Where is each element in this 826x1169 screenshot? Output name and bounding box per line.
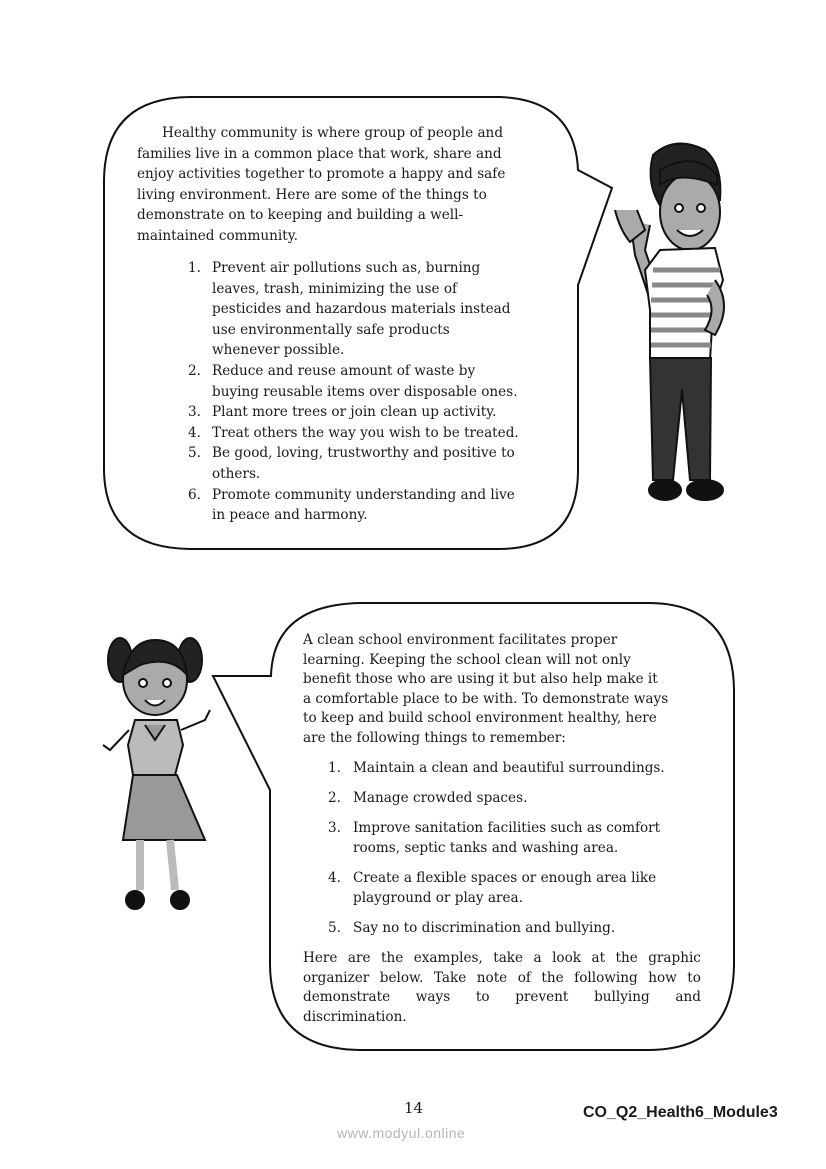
- list-item-line: Improve sanitation facilities such as comfort: [353, 820, 661, 836]
- intro-line: benefit those who are using it but also help make it: [303, 671, 658, 687]
- list-number: 1.: [328, 760, 341, 776]
- intro-line: to keep and build school environment healthy, here: [303, 710, 657, 726]
- list-item-line: Treat others the way you wish to be treated.: [212, 424, 519, 441]
- list-item-line: use environmentally safe products: [212, 321, 450, 338]
- list-item-line: Plant more trees or join clean up activity.: [212, 404, 497, 421]
- list-item-line: Maintain a clean and beautiful surroundings.: [353, 760, 665, 776]
- module-code: CO_Q2_Health6_Module3: [583, 1104, 778, 1121]
- word: and: [675, 989, 701, 1006]
- word: organizer: [303, 969, 370, 986]
- list-item-line: playground or play area.: [353, 890, 523, 906]
- list-item-line: buying reusable items over disposable ones.: [212, 383, 518, 400]
- word: demonstrate: [303, 989, 391, 1006]
- intro-line: a comfortable place to be with. To demonstrate ways: [303, 690, 669, 707]
- list-number: 2.: [328, 790, 341, 806]
- closing-line: [303, 948, 701, 968]
- list-item-line: Prevent air pollutions such as, burning: [212, 260, 481, 276]
- boy-waving-illustration: [605, 130, 755, 510]
- intro-line: are the following things to remember:: [303, 729, 566, 746]
- list-item-line: Create a flexible spaces or enough area like: [353, 870, 657, 886]
- word: at: [591, 950, 606, 966]
- list-item-line: rooms, septic tanks and washing area.: [353, 840, 619, 856]
- list-item-line: in peace and harmony.: [212, 507, 368, 524]
- word: of: [517, 969, 531, 986]
- intro-line: families live in a common place that work, share and: [137, 145, 502, 162]
- word: bullying: [594, 989, 650, 1006]
- watermark: www.modyul.online: [337, 1125, 466, 1141]
- word: to: [475, 989, 490, 1006]
- list-item-line: whenever possible.: [212, 342, 345, 359]
- word: look: [552, 950, 582, 966]
- word: to: [687, 969, 701, 986]
- word: graphic: [648, 950, 701, 966]
- intro-line: learning. Keeping the school clean will not only: [303, 651, 631, 668]
- intro-line: maintained community.: [137, 228, 298, 244]
- list-number: 5.: [328, 920, 341, 936]
- list-number: 5.: [188, 445, 201, 462]
- word: note: [476, 969, 508, 986]
- list-item-line: Promote community understanding and live: [212, 486, 515, 503]
- intro-line: enjoy activities together to promote a happy and safe: [137, 166, 506, 183]
- closing-line: [303, 987, 701, 1007]
- word: following: [574, 969, 638, 986]
- word: are: [347, 950, 371, 966]
- word: the: [380, 950, 404, 966]
- intro-line: demonstrate on to keeping and building a well-: [137, 207, 464, 224]
- girl-waving-illustration: [95, 625, 235, 920]
- list-number: 4.: [328, 870, 341, 886]
- word: examples,: [413, 950, 483, 966]
- list-item-line: pesticides and hazardous materials instead: [212, 301, 511, 318]
- intro-line: Healthy community is where group of people and: [162, 125, 504, 141]
- list-item-line: others.: [212, 466, 261, 482]
- list-number: 3.: [328, 820, 341, 836]
- intro-line: A clean school environment facilitates proper: [303, 632, 618, 648]
- list-item-line: Reduce and reuse amount of waste by: [212, 363, 476, 379]
- closing-line: [303, 968, 701, 988]
- word: the: [615, 950, 638, 966]
- intro-line: living environment. Here are some of the things to: [137, 186, 487, 203]
- word: ways: [415, 989, 451, 1006]
- word: prevent: [515, 989, 569, 1006]
- list-number: 4.: [188, 424, 201, 441]
- list-number: 2.: [188, 363, 201, 379]
- list-number: 6.: [188, 486, 201, 503]
- list-number: 3.: [188, 404, 201, 421]
- word: the: [541, 969, 564, 986]
- closing-line: discrimination.: [303, 1008, 407, 1025]
- list-item-line: Manage crowded spaces.: [353, 790, 528, 806]
- list-number: 1.: [188, 260, 201, 276]
- word: below.: [379, 969, 424, 986]
- word: Take: [433, 969, 467, 986]
- word: take: [493, 950, 524, 966]
- word: a: [533, 950, 542, 966]
- word: how: [648, 969, 677, 986]
- word: Here: [303, 950, 338, 966]
- list-item-line: Be good, loving, trustworthy and positive to: [212, 445, 515, 462]
- list-item-line: leaves, trash, minimizing the use of: [212, 280, 458, 297]
- list-item-line: Say no to discrimination and bullying.: [353, 920, 616, 936]
- page-number: 14: [404, 1099, 424, 1117]
